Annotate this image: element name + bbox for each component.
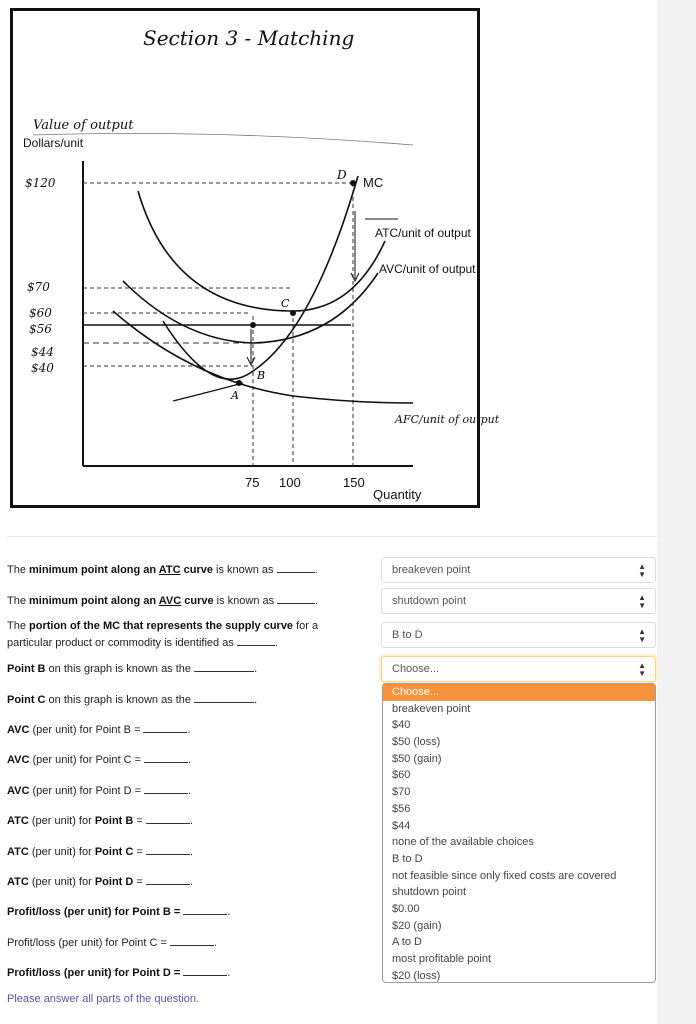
question-10: ATC (per unit) for Point C = . — [7, 846, 193, 858]
q3-bold: portion of the MC that represents the supply curve — [29, 620, 294, 632]
q2-bold: minimum point along an — [29, 595, 159, 607]
dropdown-option[interactable]: most profitable point — [392, 953, 492, 965]
question-11: ATC (per unit) for Point D = . — [7, 876, 193, 888]
q10-mid: (per unit) for — [28, 846, 95, 858]
question-4: Point B on this graph is known as the . — [7, 663, 258, 675]
q11-bold: ATC — [7, 876, 29, 888]
graph-title: Section 3 - Matching — [143, 26, 355, 50]
q7-bold: AVC — [7, 754, 30, 766]
select-q4[interactable] — [381, 656, 656, 682]
afc-label: AFC/unit of output — [395, 413, 500, 426]
y-tick-60: $60 — [29, 306, 52, 320]
q3-line2: particular product or commodity is identified as — [7, 637, 237, 649]
q3-pre: The — [7, 620, 30, 632]
cost-curves-graph — [10, 8, 500, 508]
question-7: AVC (per unit) for Point C = . — [7, 754, 192, 766]
q7-post: (per unit) for Point C = — [29, 754, 145, 766]
q9-bold: ATC — [7, 815, 29, 827]
dropdown-option[interactable]: $44 — [392, 819, 411, 832]
q10-bold: ATC — [7, 846, 29, 858]
dropdown-option[interactable]: Choose... — [383, 684, 655, 701]
x-axis-label: Quantity — [373, 487, 422, 502]
q9-bold2: Point B — [94, 815, 134, 827]
question-5: Point C on this graph is known as the . — [7, 694, 258, 706]
dropdown-option[interactable]: $50 (gain) — [392, 752, 442, 765]
answer-blank — [277, 593, 315, 604]
chevron-updown-icon: ▲ ▼ — [638, 627, 646, 644]
point-a-label: A — [231, 389, 239, 402]
q4-post: on this graph is known as the — [45, 663, 195, 675]
y-axis-label: Dollars/unit — [23, 136, 84, 150]
q4-bold: Point B — [7, 663, 46, 675]
dropdown-option[interactable]: B to D — [392, 852, 423, 865]
answer-blank — [146, 813, 190, 824]
y-tick-40: $40 — [31, 361, 54, 375]
q1-post: is known as — [213, 564, 277, 576]
answer-blank — [146, 874, 190, 885]
q8-post: (per unit) for Point D = — [29, 785, 145, 797]
point-d-dot — [350, 180, 356, 186]
chevron-updown-icon: ▲ ▼ — [638, 562, 646, 579]
answer-blank — [194, 661, 254, 672]
y-tick-120: $120 — [25, 176, 56, 190]
q3-post: for a — [293, 620, 319, 632]
y-tick-56: $56 — [29, 322, 52, 336]
x-tick-100: 100 — [279, 475, 301, 490]
q9-mid: (per unit) for — [28, 815, 95, 827]
question-9: ATC (per unit) for Point B = . — [7, 815, 193, 827]
question-6: AVC (per unit) for Point B = . — [7, 724, 191, 736]
chevron-updown-icon: ▲ ▼ — [638, 661, 646, 678]
point-c-label: C — [281, 297, 290, 310]
dropdown-option[interactable]: $56 — [392, 802, 411, 815]
answer-blank — [183, 904, 227, 915]
page-right-margin — [657, 0, 696, 1024]
q12-bold: Profit/loss (per unit) for Point B = — [7, 906, 184, 918]
x-tick-150: 150 — [343, 475, 365, 490]
q13-text: Profit/loss (per unit) for Point C = — [7, 937, 170, 949]
question-1: The minimum point along an ATC curve is known as . — [7, 564, 318, 576]
point-a-dot — [236, 380, 242, 386]
select-q3[interactable] — [381, 622, 656, 648]
question-3: The portion of the MC that represents the supply curve for a particular product or commodity is identified as . — [7, 620, 319, 649]
avc-label: AVC/unit of output — [379, 262, 476, 276]
q8-bold: AVC — [7, 785, 30, 797]
q14-bold: Profit/loss (per unit) for Point D = — [7, 967, 184, 979]
q11-mid: (per unit) for — [28, 876, 95, 888]
dropdown-option[interactable]: $50 (loss) — [392, 736, 441, 749]
q10-bold2: Point C — [94, 846, 134, 858]
answer-blank — [237, 635, 275, 646]
mc-curve — [163, 176, 358, 379]
answer-blank — [144, 783, 188, 794]
y-tick-44: $44 — [31, 345, 54, 359]
q5-bold: Point C — [7, 694, 46, 706]
dropdown-option[interactable]: shutdown point — [392, 886, 466, 899]
footer-instruction: Please answer all parts of the question. — [7, 993, 200, 1005]
q2-bold2: curve — [181, 595, 214, 607]
dropdown-option[interactable]: $60 — [392, 769, 411, 782]
answer-blank — [194, 692, 254, 703]
q10-post: = — [133, 846, 146, 858]
atc-label: ATC/unit of output — [375, 226, 471, 240]
q2-under: AVC — [158, 595, 182, 607]
dropdown-option[interactable]: $70 — [392, 786, 411, 799]
q2-post: is known as — [213, 595, 278, 607]
select-q3-value: B to D — [392, 629, 423, 641]
x-tick-75: 75 — [245, 475, 260, 490]
question-13: Profit/loss (per unit) for Point C = . — [7, 937, 217, 949]
dropdown-option[interactable]: breakeven point — [392, 702, 471, 715]
point-c-dot — [290, 310, 296, 316]
question-12: Profit/loss (per unit) for Point B = . — [7, 906, 231, 918]
dropdown-option[interactable]: $20 (gain) — [392, 919, 442, 932]
q5-post: on this graph is known as the — [45, 694, 195, 706]
question-2: The minimum point along an AVC curve is known as . — [7, 595, 319, 607]
dropdown-option[interactable]: $20 (loss) — [392, 969, 441, 982]
answer-blank — [277, 562, 315, 573]
q11-post: = — [133, 876, 146, 888]
select-q2[interactable] — [381, 588, 656, 614]
select-q4-value: Choose... — [392, 663, 440, 675]
q11-bold2: Point D — [94, 876, 134, 888]
answer-blank — [146, 844, 190, 855]
scribble-line — [33, 133, 413, 145]
answer-blank — [143, 722, 187, 733]
q1-bold: minimum point along an — [29, 564, 159, 576]
y-tick-70: $70 — [27, 280, 50, 294]
dropdown-option[interactable]: $40 — [392, 719, 411, 732]
select-q1[interactable] — [381, 557, 656, 583]
q6-bold: AVC — [7, 724, 30, 736]
q6-post: (per unit) for Point B = — [29, 724, 144, 736]
answer-blank — [183, 965, 227, 976]
select-q4-dropdown-list — [382, 683, 656, 983]
dropdown-option[interactable]: A to D — [392, 936, 422, 949]
q1-pre: The — [7, 564, 30, 576]
y-axis-label-handwritten: Value of output — [33, 118, 134, 133]
graph-svg — [13, 11, 500, 505]
dropdown-option[interactable]: $0.00 — [392, 902, 420, 915]
q2-pre: The — [7, 595, 30, 607]
select-q2-value: shutdown point — [392, 595, 466, 607]
select-q1-value: breakeven point — [392, 564, 471, 576]
answer-blank — [144, 752, 188, 763]
answer-blank — [170, 935, 214, 946]
mc-label: MC — [363, 175, 384, 190]
point-b-label: B — [257, 369, 266, 382]
point-d-label: D — [337, 168, 347, 182]
dropdown-option[interactable]: not feasible since only fixed costs are covered — [392, 869, 617, 882]
chevron-updown-icon: ▲ ▼ — [638, 593, 646, 610]
question-14: Profit/loss (per unit) for Point D = . — [7, 967, 231, 979]
point-b-dot — [250, 322, 256, 328]
question-8: AVC (per unit) for Point D = . — [7, 785, 192, 797]
q1-under: ATC — [158, 564, 181, 576]
q9-post: = — [133, 815, 146, 827]
section-divider — [7, 536, 657, 537]
q1-bold2: curve — [180, 564, 213, 576]
dropdown-option[interactable]: none of the available choices — [392, 836, 534, 849]
